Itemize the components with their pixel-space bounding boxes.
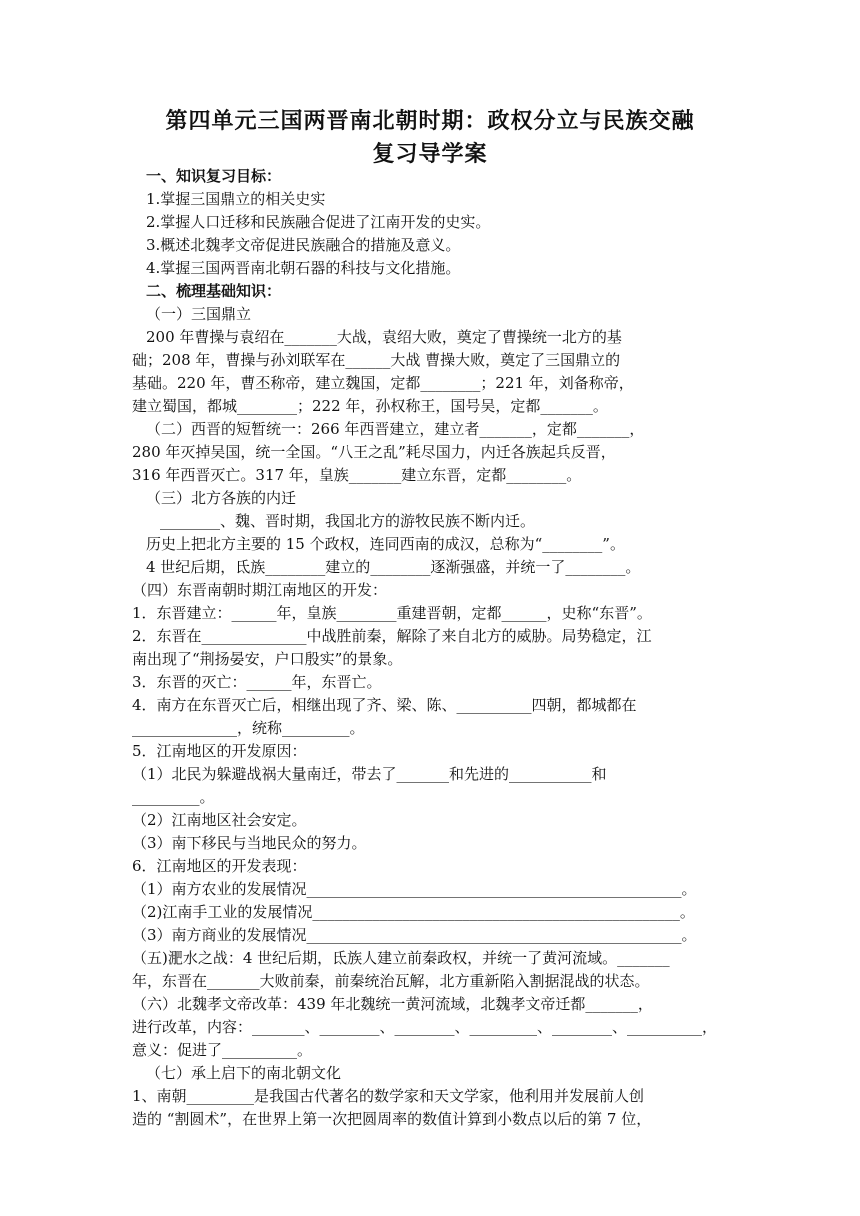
text-line: ________、魏、晋时期，我国北方的游牧民族不断内迁。 (160, 512, 536, 530)
text-line: （3）南下移民与当地民众的努力。 (132, 834, 367, 852)
text-line: 2．东晋在______________中战胜前秦，解除了来自北方的威胁。局势稳定，江 (132, 627, 652, 645)
text-line: 6．江南地区的开发表现： (132, 857, 307, 875)
text-line: 4．南方在东晋灭亡后，相继出现了齐、梁、陈、__________四朝，都城都在 (132, 696, 637, 714)
subsection-heading: （一）三国鼎立 (146, 305, 252, 323)
text-line: 南出现了“荆扬晏安，户口殷实”的景象。 (132, 650, 403, 668)
goal-item: 3.概述北魏孝文帝促进民族融合的措施及意义。 (146, 236, 461, 254)
text-line: （3）南方商业的发展情况__________________________________________________。 (132, 926, 697, 944)
text-line: 200 年曹操与袁绍在_______大战，袁绍大败，奠定了曹操统一北方的基 (146, 328, 622, 346)
text-line: 1．东晋建立：______年，皇族________重建晋朝，定都______，史称“东晋”。 (132, 604, 652, 622)
goal-item: 2.掌握人口迁移和民族融合促进了江南开发的史实。 (146, 213, 491, 231)
document-title: 第四单元三国两晋南北朝时期：政权分立与民族交融 (165, 108, 695, 134)
text-line: （2）江南地区社会安定。 (132, 811, 307, 829)
text-line: _________。 (132, 788, 215, 806)
text-line: 年，东晋在_______大败前秦，前秦统治瓦解，北方重新陷入割据混战的状态。 (132, 972, 650, 990)
text-line: 进行改革，内容：_______、________、________、_________、________、__________， (132, 1018, 718, 1036)
text-line: 3．东晋的灭亡：______年，东晋亡。 (132, 673, 382, 691)
text-line: （1）北民为躲避战祸大量南迁，带去了_______和先进的___________和 (132, 765, 607, 783)
subsection-heading: （四）东晋南朝时期江南地区的开发： (132, 581, 388, 599)
text-line: （六）北魏孝文帝改革：439 年北魏统一黄河流域，北魏孝文帝迁都_______， (132, 995, 653, 1013)
text-line: 基础。220 年，曹丕称帝，建立魏国，定都________；221 年，刘备称帝， (132, 374, 634, 392)
text-line: 础；208 年，曹操与孙刘联军在______大战 曹操大败，奠定了三国鼎立的 (132, 351, 621, 369)
subsection-heading: （七）承上启下的南北朝文化 (146, 1064, 342, 1082)
document-subtitle: 复习导学案 (372, 141, 488, 167)
goal-item: 1.掌握三国鼎立的相关史实 (146, 190, 326, 208)
text-line: 5．江南地区的开发原因： (132, 742, 307, 760)
text-line: （五)淝水之战：4 世纪后期，氐族人建立前秦政权，并统一了黄河流域。_______ (132, 949, 670, 967)
text-line: ______________，统称_________。 (132, 719, 365, 737)
section-heading-basics: 二、梳理基础知识： (146, 282, 282, 300)
text-line: 4 世纪后期，氐族________建立的________逐渐强盛，并统一了________。 (146, 558, 641, 576)
text-line: 280 年灭掉吴国，统一全国。“八王之乱”耗尽国力，内迁各族起兵反晋， (132, 443, 616, 461)
text-line: 造的 “割圆术”，在世界上第一次把圆周率的数值计算到小数点以后的第 7 位， (132, 1110, 652, 1128)
text-line: 316 年西晋灭亡。317 年，皇族_______建立东晋，定都________。 (132, 466, 582, 484)
text-line: 建立蜀国，都城________；222 年，孙权称王，国号吴，定都_______。 (132, 397, 608, 415)
section-heading-goals: 一、知识复习目标： (146, 167, 282, 185)
text-line: 意义：促进了__________。 (132, 1041, 313, 1059)
text-line: （二）西晋的短暂统一：266 年西晋建立，建立者_______，定都_______， (146, 420, 645, 438)
text-line: （2)江南手工业的发展情况_________________________________________________。 (132, 903, 695, 921)
text-line: （1）南方农业的发展情况__________________________________________________。 (132, 880, 697, 898)
text-line: 1、南朝_________是我国古代著名的数学家和天文学家，他利用并发展前人创 (132, 1087, 645, 1105)
goal-item: 4.掌握三国两晋南北朝石器的科技与文化措施。 (146, 259, 461, 277)
text-line: 历史上把北方主要的 15 个政权，连同西南的成汉，总称为“________”。 (146, 535, 625, 553)
subsection-heading: （三）北方各族的内迁 (146, 489, 297, 507)
